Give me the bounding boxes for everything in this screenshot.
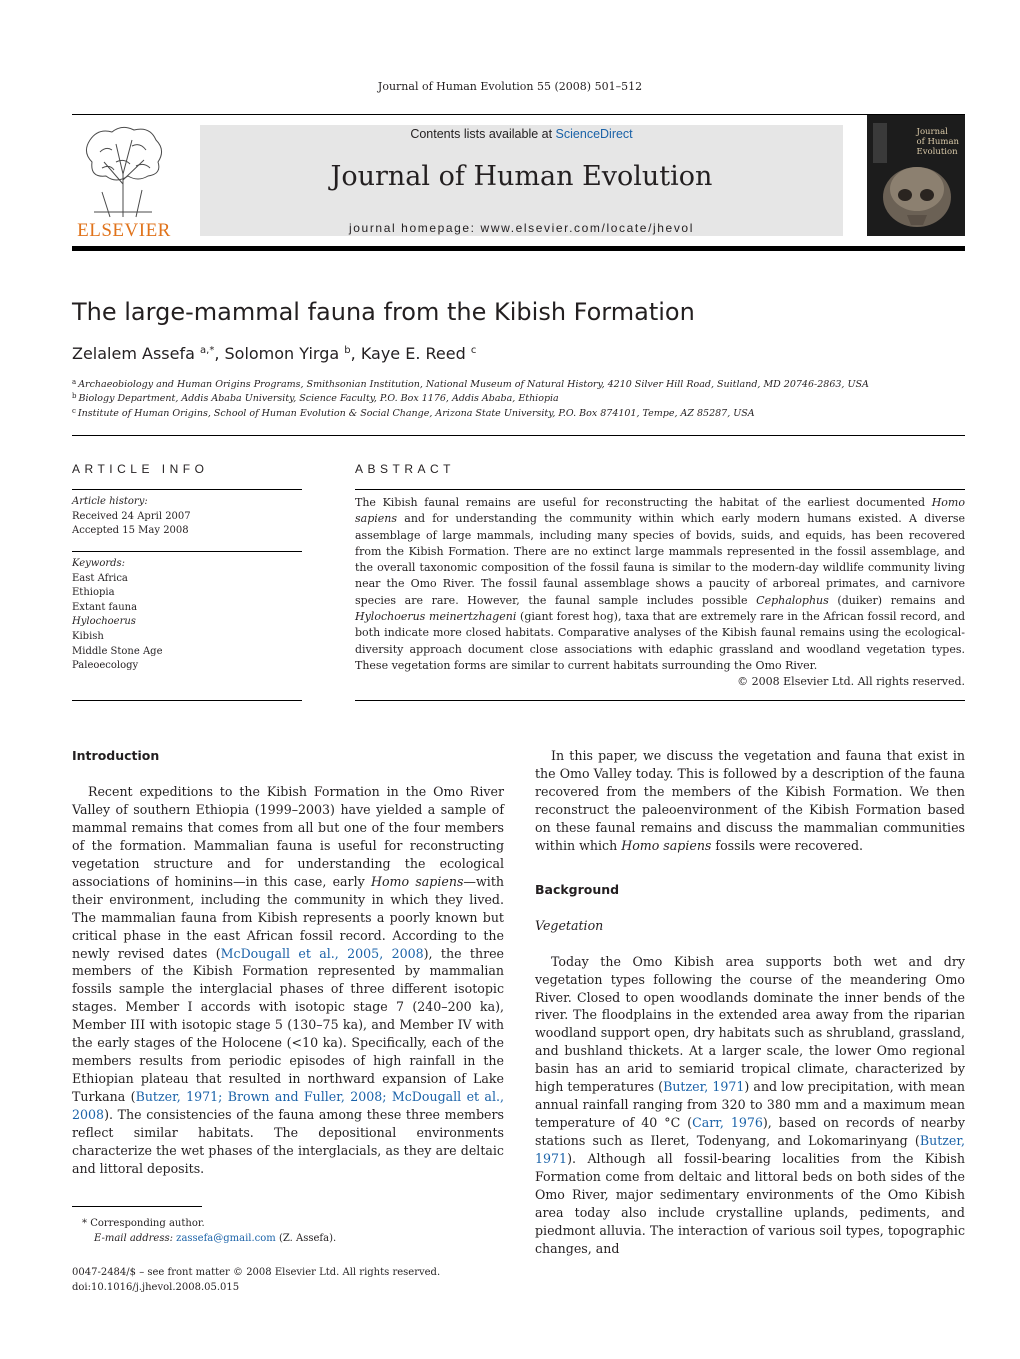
author-sup[interactable]: b (344, 345, 351, 356)
intro-paragraph: Recent expeditions to the Kibish Formation in the Omo River Valley of southern Ethiopia (1999–2003) have yielded a sample of mammal remains that comes from all but one of the four members of the formation. Mammalian fauna is useful for reconstructing vegetation structure and for understanding the ecological associations of hominins—in this case, early Homo sapiens—with their environment, including the community in which they lived. The mammalian fauna from Kibish represents a poorly known but critical phase in the east African fossil record. According to the newly revised dates (McDougall et al., 2005, 2008), the three members of the Kibish Formation represented by mammalian fossils sample the interglacial phases of three different isotopic stages. Member I accords with isotopic stage 7 (240–200 ka), Member III with isotopic stage 5 (130–75 ka), and Member IV with the early stages of the Holocene (<10 ka). Specifically, each of the members results from periodic episodes of high rainfall in the Ethiopian plateau that resulted in northward expansion of Lake Turkana (Butzer, 1971; Brown and Fuller, 2008; McDougall et al., 2008). The consistencies of the fauna among these three members reflect similar habitats. The depositional environments characterize the wet phases of the interglacials, as they are deltaic and littoral deposits. (72, 783, 504, 1176)
body-left-column (72, 747, 504, 1178)
abstract-top-rule (355, 489, 965, 490)
keywords-block (72, 557, 302, 674)
affiliation: $^c$ Institute of Human Origins, School of Human Evolution & Social Change, Arizona State University, P.O. Box 874101, Tempe, AZ 85287, USA (72, 407, 755, 419)
affiliation: $^b$ Biology Department, Addis Ababa University, Science Faculty, P.O. Box 1176, Addis Ababa, Ethiopia (72, 392, 559, 404)
keywords-label: Keywords: (72, 558, 126, 569)
accepted-date: Accepted 15 May 2008 (72, 525, 189, 537)
abstract-text: The Kibish faunal remains are useful for reconstructing the habitat of the earliest documented Homo sapiens and for understanding the community within which early modern humans existed. A diverse assemblage of large mammals, including many species of bovids, suids, and equids, has been recovered from the Kibish Formation. There are no extinct large mammals represented in the fossil assemblage, and the overall taxonomic composition of the fossil fauna is similar to the modern-day wildlife community living near the Omo River. The fossil faunal assemblage shows a paucity of arboreal primates, and carnivore species are rare. However, the faunal sample includes possible Cephalophus (duiker) remains and Hylochoerus meinertzhageni (giant forest hog), taxa that are extremely rare in the African fossil record, and both indicate more closed habitats. Comparative analyses of the Kibish faunal remains using the ecological-diversity approach document close associations with edaphic grassland and woodland vegetation types. These vegetation forms are similar to current habitats surrounding the Omo River. © 2008 Elsevier Ltd. All rights reserved. (355, 495, 965, 691)
journal-header-band (200, 125, 843, 236)
abstract-copyright: © 2008 Elsevier Ltd. All rights reserved. (737, 675, 965, 689)
author-sup[interactable]: a,* (200, 345, 215, 356)
front-matter-line: 0047-2484/$ – see front matter © 2008 Elsevier Ltd. All rights reserved. (72, 1267, 441, 1278)
contents-prefix: Contents lists available at (410, 127, 556, 141)
contents-line (200, 127, 843, 141)
vegetation-heading: Vegetation (535, 917, 604, 933)
citation-link[interactable]: Carr, 1976 (692, 1115, 763, 1131)
received-date: Received 24 April 2007 (72, 510, 191, 522)
running-head: Journal of Human Evolution 55 (2008) 501–512 (377, 80, 643, 93)
cover-title: Journal of Human Evolution (916, 127, 959, 157)
footnote-rule (72, 1206, 202, 1207)
corresponding-author: Corresponding author. (90, 1218, 205, 1229)
author-name: Kaye E. Reed (360, 344, 466, 363)
legal-notice (72, 1265, 440, 1295)
author-name: Solomon Yirga (224, 344, 340, 363)
affiliation: $^a$ Archaeobiology and Human Origins Programs, Smithsonian Institution, National Museum of Natural History, 4210 Silver Hill Road, Suitland, MD 20746-2863, USA (72, 378, 869, 390)
title-block-rule (72, 435, 965, 436)
info-mid-rule (72, 551, 302, 552)
footnote (72, 1216, 504, 1246)
email-label: E-mail address: (94, 1233, 173, 1244)
email-suffix: (Z. Assefa). (278, 1233, 337, 1244)
keyword: East Africa (72, 572, 128, 584)
journal-cover-image (867, 115, 965, 236)
info-bottom-rule (72, 700, 302, 701)
keyword: Kibish (72, 630, 104, 642)
keyword: Paleoecology (72, 660, 139, 672)
background-heading: Background (535, 881, 620, 897)
abstract-bottom-rule (355, 700, 965, 701)
header-top-rule (72, 114, 965, 115)
author-sup[interactable]: c (470, 345, 477, 356)
keyword: Extant fauna (72, 601, 138, 613)
footnote-mark: * (82, 1218, 87, 1229)
info-top-rule (72, 489, 302, 490)
keyword: Ethiopia (72, 587, 115, 599)
citation-link[interactable]: Butzer, 1971; Brown and Fuller, 2008; McDougall et al., 2008 (72, 1089, 504, 1123)
citation-link[interactable]: Butzer, 1971 (535, 1133, 965, 1167)
introduction-heading: Introduction (72, 748, 160, 763)
email-link[interactable]: zassefa@gmail.com (176, 1233, 276, 1244)
body-right-column (535, 747, 965, 1258)
journal-title: Journal of Human Evolution (330, 161, 713, 192)
doi[interactable]: doi:10.1016/j.jhevol.2008.05.015 (72, 1282, 240, 1293)
abstract-heading: ABSTRACT (355, 462, 456, 476)
keyword: Middle Stone Age (72, 645, 163, 657)
keyword: Hylochoerus (72, 616, 136, 628)
history-label: Article history: (72, 496, 148, 507)
journal-homepage-link[interactable]: journal homepage: www.elsevier.com/locate/jhevol (349, 221, 694, 235)
citation-link[interactable]: McDougall et al., 2005, 2008 (220, 945, 424, 961)
article-info-heading: ARTICLE INFO (72, 462, 209, 476)
right-paragraph: In this paper, we discuss the vegetation and fauna that exist in the Omo Valley today. This is followed by a description of the fauna recovered from the members of the Kibish Formation. We then reconstruct the paleoenvironment of the Kibish Formation based on these faunal remains and discuss the mammalian communities within which Homo sapiens fossils were recovered. (535, 748, 965, 853)
elsevier-wordmark: ELSEVIER (77, 220, 171, 241)
article-info (72, 495, 302, 539)
sciencedirect-link[interactable]: ScienceDirect (555, 127, 633, 141)
vegetation-paragraph: Today the Omo Kibish area supports both wet and dry vegetation types following the course of the meandering Omo River. Closed to open woodlands dominate the inner bends of the river. The floodplains in the extended area away from the riparian woodland support open, dry habitats such as shrubland, grassland, and bushland thickets. At a larger scale, the lower Omo regional basin has an arid to semiarid tropical climate, characterized by high temperatures (Butzer, 1971) and low precipitation, with mean annual rainfall ranging from 320 to 380 mm and a maximum mean temperature of 40 °C (Carr, 1976), based on records of nearby stations such as Ileret, Todenyang, and Lokomarinyang (Butzer, 1971). Although all fossil-bearing localities from the Kibish Formation come from deltaic and littoral beds on both sides of the Omo River, major sedimentary environments of the Omo Kibish area today also include crystalline uplands, pediments, and piedmont alluvia. The interaction of various soil types, topographic changes, and (535, 953, 965, 1256)
author-name: Zelalem Assefa (72, 344, 195, 363)
citation-link[interactable]: Butzer, 1971 (663, 1079, 745, 1095)
article-title: The large-mammal fauna from the Kibish Formation (72, 298, 695, 326)
author-list: Zelalem Assefa $^{a,*}$, Solomon Yirga $^b$, Kaye E. Reed $^c$ (72, 344, 477, 363)
header-bottom-rule (72, 246, 965, 251)
